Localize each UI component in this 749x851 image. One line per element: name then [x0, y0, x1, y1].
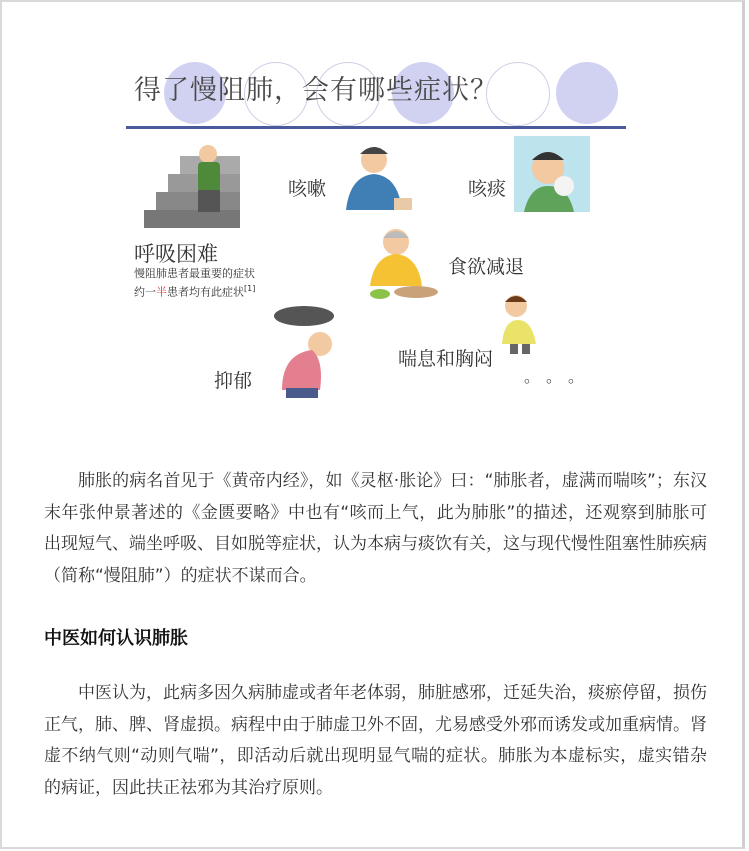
note-text: 约一: [134, 285, 156, 299]
appetite-man-icon: [364, 224, 444, 304]
stairs-man-icon: [144, 140, 240, 230]
wheeze-kid-icon: [496, 292, 546, 356]
breathing-note-line1: 慢阻肺患者最重要的症状: [134, 267, 255, 280]
depression-man-icon: [268, 304, 348, 400]
label-breathing: 呼吸困难: [134, 242, 218, 266]
title-underline: [126, 126, 626, 129]
breathing-note: [134, 266, 255, 300]
sputum-man-icon: [514, 136, 590, 212]
section-heading: 中医如何认识肺胀: [44, 628, 188, 649]
label-depression: 抑郁: [214, 370, 253, 392]
label-cough: 咳嗽: [288, 178, 327, 200]
decor-circle: [556, 62, 618, 124]
paragraph-2: 中医认为，此病多因久病肺虚或者年老体弱，肺脏感邪，迁延失治，痰瘀停留，损伤正气，肺、脾、肾虚损。病程中由于肺虚卫外不固，尤易感受外邪而诱发或加重病情。肾虚不纳气则“动则气喘”，即活动后就出现明显气喘的症状。肺胀为本虚标实，虚实错杂的病证，因此扶正祛邪为其治疗原则。: [44, 683, 707, 798]
illustration-title: 得了慢阻肺，会有哪些症状？: [134, 75, 498, 106]
note-text: 患者均有此症状: [167, 285, 244, 299]
note-reference: [1]: [244, 284, 256, 293]
symptom-illustration: [116, 48, 636, 408]
more-dots: 。。。: [524, 367, 599, 386]
cough-man-icon: [338, 140, 418, 218]
label-appetite: 食欲减退: [448, 256, 525, 278]
breathing-note-line2: [134, 281, 255, 300]
note-highlight: 半: [156, 285, 167, 299]
label-wheeze: 喘息和胸闷: [398, 348, 494, 370]
label-sputum: 咳痰: [468, 178, 507, 200]
paragraph-1: 肺胀的病名首见于《黄帝内经》，如《灵枢·胀论》曰：“肺胀者，虚满而喘咳”；东汉末年张仲景著述的《金匮要略》中也有“咳而上气，此为肺胀”的描述，还观察到肺胀可出现短气、端坐呼吸、目如脱等症状，认为本病与痰饮有关，这与现代慢性阻塞性肺疾病（简称“慢阻肺”）的症状不谋而合。: [44, 471, 707, 586]
